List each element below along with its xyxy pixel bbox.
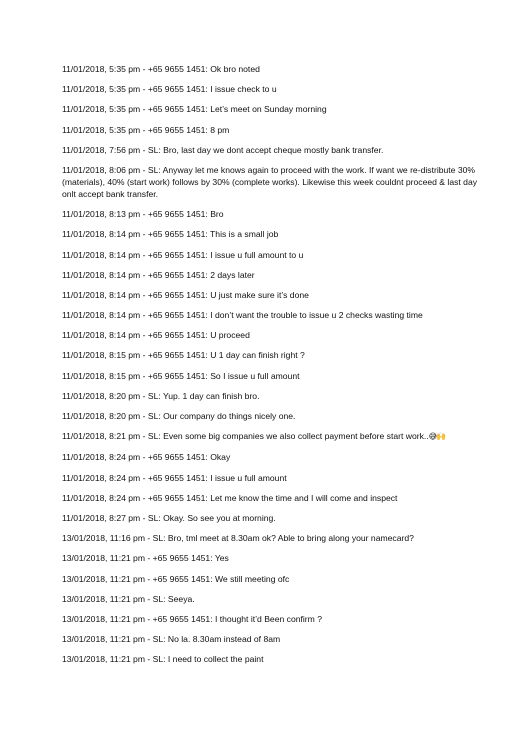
chat-message	[62, 208, 482, 220]
chat-message	[62, 512, 482, 524]
chat-message	[62, 249, 482, 261]
chat-message	[62, 653, 482, 665]
message-text: 13/01/2018, 11:21 pm - SL: Seeya.	[62, 593, 195, 604]
chat-message	[62, 472, 482, 484]
chat-message	[62, 269, 482, 281]
chat-message	[62, 492, 482, 504]
message-text: 11/01/2018, 7:56 pm - SL: Bro, last day we dont accept cheque mostly bank transfer.	[62, 144, 384, 155]
chat-log	[62, 63, 482, 673]
chat-message	[62, 430, 482, 443]
chat-message	[62, 164, 482, 200]
message-text: 11/01/2018, 8:14 pm - +65 9655 1451: U proceed	[62, 330, 250, 341]
chat-message	[62, 228, 482, 240]
message-text: 11/01/2018, 8:14 pm - +65 9655 1451: I issue u full amount to u	[62, 249, 304, 260]
chat-message	[62, 124, 482, 136]
chat-message	[62, 289, 482, 301]
message-text: 11/01/2018, 8:14 pm - +65 9655 1451: I don’t want the trouble to issue u 2 checks wasting time	[62, 310, 423, 321]
chat-message	[62, 613, 482, 625]
message-text: 11/01/2018, 8:24 pm - +65 9655 1451: I issue u full amount	[62, 472, 287, 483]
message-text: 11/01/2018, 8:15 pm - +65 9655 1451: So I issue u full amount	[62, 370, 300, 381]
message-text: 13/01/2018, 11:21 pm - +65 9655 1451: We still meeting ofc	[62, 573, 290, 584]
chat-message	[62, 349, 482, 361]
message-text: 13/01/2018, 11:21 pm - SL: No la. 8.30am instead of 8am	[62, 634, 281, 645]
chat-message	[62, 144, 482, 156]
chat-message	[62, 410, 482, 422]
chat-message	[62, 532, 482, 544]
chat-message	[62, 390, 482, 402]
chat-message	[62, 103, 482, 115]
message-text: 11/01/2018, 8:13 pm - +65 9655 1451: Bro	[62, 209, 224, 220]
message-text: 11/01/2018, 8:21 pm - SL: Even some big companies we also collect payment before start work..	[62, 431, 429, 442]
chat-message	[62, 552, 482, 564]
chat-message	[62, 309, 482, 321]
chat-message	[62, 329, 482, 341]
message-text: 11/01/2018, 8:06 pm - SL: Anyway let me knows again to proceed with the work. If want we re-distribute 30% (materials), 40% (start work) follows by 30% (complete works). Likewise this week couldnt proceed & last day onlt accept bank transfer.	[62, 164, 478, 199]
message-text: 13/01/2018, 11:16 pm - SL: Bro, tml meet at 8.30am ok? Able to bring along your namecard?	[62, 533, 414, 544]
message-text: 11/01/2018, 8:27 pm - SL: Okay. So see you at morning.	[62, 512, 276, 523]
chat-message	[62, 573, 482, 585]
chat-message	[62, 63, 482, 75]
message-text: 11/01/2018, 8:15 pm - +65 9655 1451: U 1 day can finish right ?	[62, 350, 305, 361]
message-text: 11/01/2018, 8:14 pm - +65 9655 1451: U just make sure it’s done	[62, 289, 309, 300]
chat-message	[62, 451, 482, 463]
message-text: 13/01/2018, 11:21 pm - SL: I need to collect the paint	[62, 654, 264, 665]
chat-message	[62, 370, 482, 382]
message-text: 11/01/2018, 8:20 pm - SL: Yup. 1 day can finish bro.	[62, 390, 260, 401]
message-text: 11/01/2018, 8:24 pm - +65 9655 1451: Let me know the time and I will come and inspect	[62, 492, 398, 503]
chat-message	[62, 83, 482, 95]
chat-message	[62, 633, 482, 645]
message-text: 11/01/2018, 5:35 pm - +65 9655 1451: Let’s meet on Sunday morning	[62, 104, 327, 115]
message-text: 13/01/2018, 11:21 pm - +65 9655 1451: Yes	[62, 553, 229, 564]
message-text: 13/01/2018, 11:21 pm - +65 9655 1451: I thought it’d Been confirm ?	[62, 613, 322, 624]
message-text: 11/01/2018, 8:20 pm - SL: Our company do things nicely one.	[62, 411, 296, 421]
message-text: 11/01/2018, 8:14 pm - +65 9655 1451: 2 days later	[62, 269, 255, 280]
message-text: 11/01/2018, 8:24 pm - +65 9655 1451: Okay	[62, 452, 231, 463]
sweat-smile-raised-hands-emoji-icon: 😅🙌	[428, 432, 446, 442]
message-text: 11/01/2018, 5:35 pm - +65 9655 1451: Ok bro noted	[62, 64, 260, 74]
message-text: 11/01/2018, 8:14 pm - +65 9655 1451: This is a small job	[62, 229, 279, 240]
message-text: 11/01/2018, 5:35 pm - +65 9655 1451: 8 pm	[62, 124, 230, 135]
message-text: 11/01/2018, 5:35 pm - +65 9655 1451: I issue check to u	[62, 84, 277, 95]
chat-message	[62, 593, 482, 605]
